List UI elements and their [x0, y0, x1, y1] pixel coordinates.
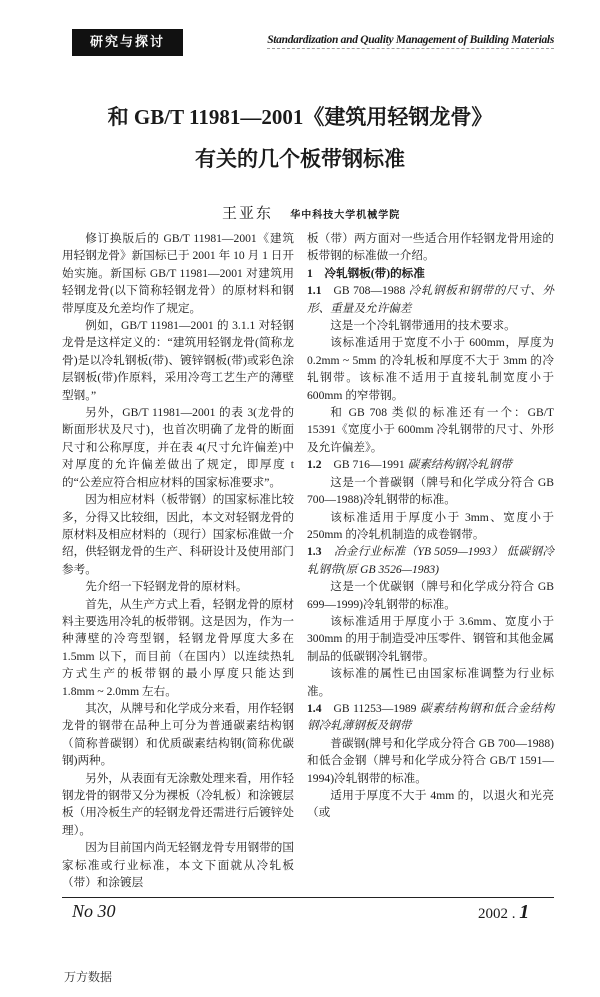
- paragraph: 首先，从生产方式上看，轻钢龙骨的原材料主要选用冷轧的板带钢。这是因为，作为一种薄壁的冷弯型钢，轻钢龙骨厚度大多在 1.5mm 以下，而目前（在国内）以连续热轧方式生产的板带钢的最小厚度只能达到 1.8mm ~ 2.0mm 左右。: [62, 597, 294, 698]
- subsection-number: 1.3: [307, 545, 322, 559]
- author-block: [222, 204, 600, 226]
- subsection-heading: [307, 456, 554, 473]
- standard-code: GB 708—1988: [333, 284, 406, 298]
- section-label: 研究与探讨: [72, 29, 183, 56]
- title-line-2: 有关的几个板带钢标准: [195, 147, 405, 171]
- body-columns: [62, 230, 554, 891]
- paragraph: 先介绍一下轻钢龙骨的原材料。: [85, 580, 248, 594]
- paragraph: 例如，GB/T 11981—2001 的 3.1.1 对轻钢龙骨是这样定义的：“建筑用轻钢龙骨(简称龙骨)是以冷轧钢板(带)、镀锌钢板(带)或彩色涂层钢板(带)作原料，采用冷弯工艺生产的薄壁型钢。”: [62, 319, 294, 402]
- subsection-heading: [307, 543, 554, 578]
- paragraph: 另外，从表面有无涂敷处理来看，用作轻钢龙骨的钢带又分为裸板（冷轧板）和涂镀层板（用冷板生产的轻钢龙骨还需进行后镀锌处理）。: [62, 771, 294, 837]
- paragraph: 因为相应材料（板带钢）的国家标准比较多，分得又比较细，因此，本文对轻钢龙骨的原材料及相应材料的（现行）国家标准做一介绍，供轻钢龙骨的生产、科研设计及使用部门参考。: [62, 493, 294, 576]
- paragraph: 这是一个普碳钢（牌号和化学成分符合 GB 700—1988)冷轧钢带的标准。: [307, 475, 554, 507]
- standard-code: 冶金行业标准（YB 5059—1993）: [333, 545, 504, 559]
- paragraph: 该标准适用于厚度小于 3mm、宽度小于 250mm 的冷轧机制造的成卷钢带。: [307, 510, 554, 541]
- subsection-number: 1.4: [307, 701, 322, 715]
- subsection-heading: [307, 282, 554, 317]
- issue-date: [478, 901, 529, 924]
- paragraph: 因为目前国内尚无轻钢龙骨专用钢带的国家标准或行业标准，本文下面就从冷轧板（带）和涂镀层: [62, 841, 294, 890]
- paragraph: 其次，从牌号和化学成分来看，用作轻钢龙骨的钢带在品种上可分为普通碳素结构钢（简称普碳钢）和优质碳素结构钢(简称优碳钢)两种。: [62, 701, 294, 768]
- subsection-number: 1.1: [307, 284, 322, 298]
- standard-name: 冷轧钢板和钢带的尺寸、外形、重量及允许偏差: [307, 284, 554, 315]
- paragraph: 该标准适用于宽度不小于 600mm，厚度为 0.2mm ~ 5mm 的冷轧板和厚度不大于 3mm 的冷轧钢带。该标准不适用于直接轧制宽度小于 600mm 的窄带钢。: [307, 336, 554, 402]
- author-affiliation: 华中科技大学机械学院: [290, 210, 401, 221]
- watermark: 万方数据: [64, 970, 113, 985]
- paragraph: 适用于厚度不大于 4mm 的，以退火和光亮（或: [307, 789, 554, 820]
- paragraph: 板（带）两方面对一些适合用作轻钢龙骨用途的板带钢的标准做一介绍。: [307, 232, 554, 263]
- paragraph: 该标准适用于厚度小于 3.6mm、宽度小于 300mm 的用于制造受冲压零件、钢管和其他金属制品的低碳钢冷轧钢带。: [307, 614, 555, 663]
- paragraph: 另外，GB/T 11981—2001 的表 3(龙骨的断面形状及尺寸)，也首次明确了龙骨的断面尺寸和公称厚度，并在表 4(尺寸允许偏差)中对厚度的允许偏差做出了规定，即厚度 t 的“公差应符合相应材料的国家标准要求”。: [62, 406, 294, 489]
- left-column: [62, 230, 294, 891]
- subsection-heading: [307, 700, 554, 735]
- standard-code: GB 11253—1989: [333, 701, 417, 715]
- standard-name: 碳素结构钢和低合金结构钢冷轧薄钢板及钢带: [307, 701, 554, 733]
- right-column: [307, 230, 554, 822]
- standard-name: 低碳钢冷轧钢带(原 GB 3526—1983): [307, 545, 554, 576]
- running-title: Standardization and Quality Management of Building Materials: [267, 34, 554, 49]
- standard-code: GB 716—1991: [333, 458, 405, 472]
- issue-number: No 30: [72, 901, 116, 922]
- issue-page: 1: [519, 901, 530, 924]
- page-header: [0, 0, 600, 64]
- paragraph: 普碳钢(牌号和化学成分符合 GB 700—1988)和低合金钢（牌号和化学成分符合 GB/T 1591—1994)冷轧钢带的标准。: [307, 736, 554, 785]
- section-heading: 1 冷轧钢板(带)的标准: [307, 266, 425, 280]
- paragraph: 修订换版后的 GB/T 11981—2001《建筑用轻钢龙骨》新国标已于 2001 年 10 月 1 日开始实施。新国标 GB/T 11981—2001 对建筑用轻钢龙骨(以下简称轻钢龙骨）的原材料和钢带厚度及允差均作了规定。: [62, 232, 294, 315]
- title-line-1: 和 GB/T 11981—2001《建筑用轻钢龙骨》: [107, 105, 493, 129]
- paragraph: 这是一个冷轧钢带通用的技术要求。: [330, 319, 516, 333]
- standard-name: 碳素结构钢冷轧钢带: [407, 458, 512, 472]
- footer-rule: [62, 897, 554, 932]
- paragraph: 该标准的属性已由国家标准调整为行业标准。: [307, 667, 554, 698]
- paragraph: 这是一个优碳钢（牌号和化学成分符合 GB 699—1999)冷轧钢带的标准。: [307, 580, 554, 611]
- author-name: 王亚东: [222, 206, 274, 222]
- paragraph: 和 GB 708 类似的标准还有一个：GB/T 15391《宽度小于 600mm 冷轧钢带的尺寸、外形及允许偏差》。: [307, 406, 554, 454]
- subsection-number: 1.2: [307, 458, 322, 472]
- year: 2002 .: [478, 906, 516, 923]
